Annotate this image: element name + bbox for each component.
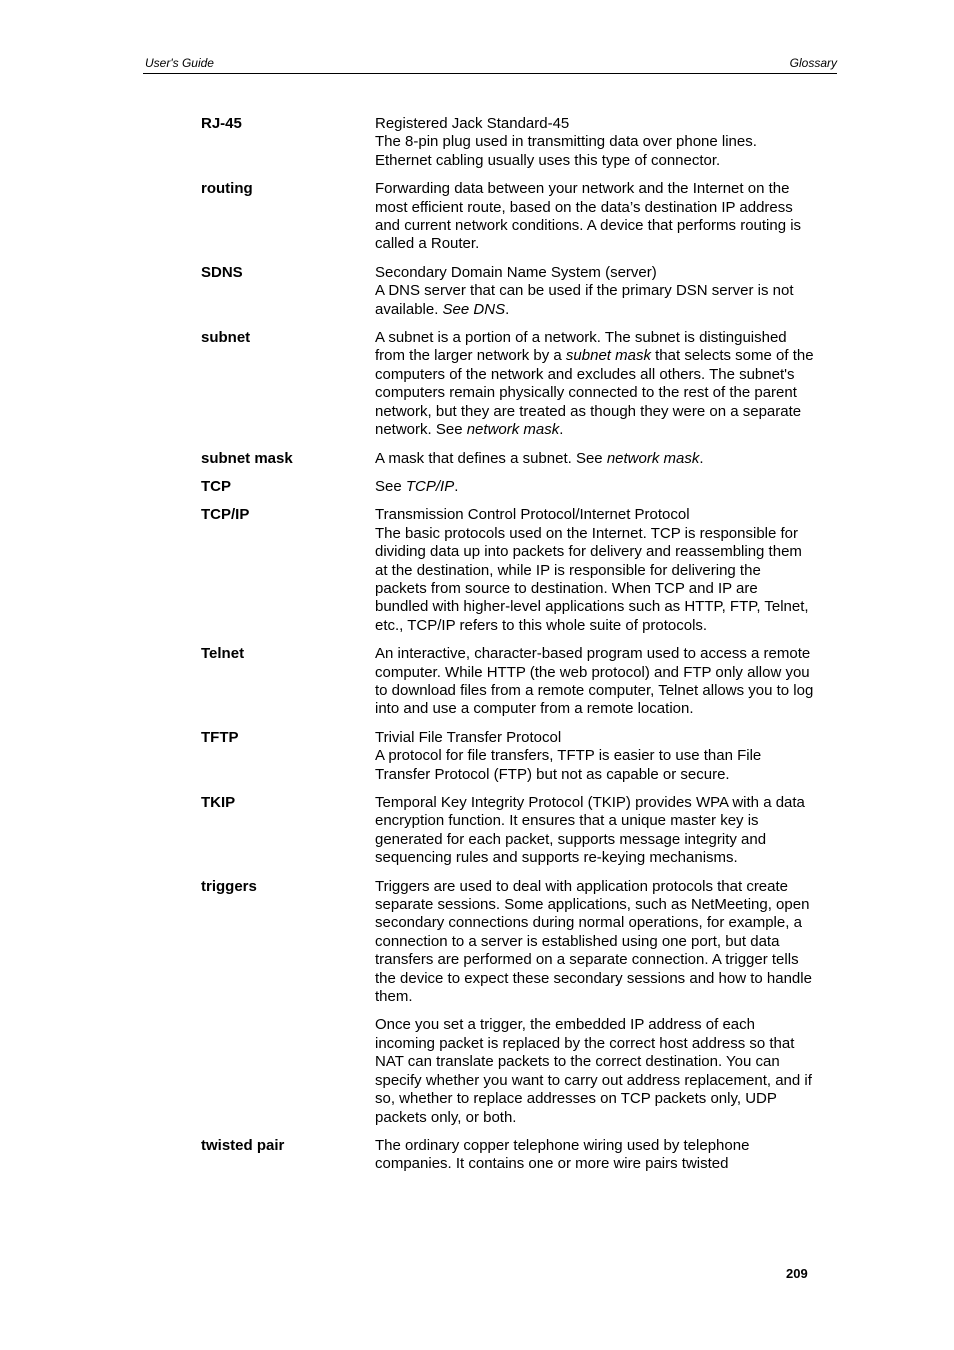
- glossary-definition: [375, 506, 815, 635]
- definition-text: A subnet is a portion of a network. The subnet is distinguished from the larger network by a: [375, 329, 787, 365]
- definition-line: The ordinary copper telephone wiring used by telephone companies. It contains one or more wire pairs twisted: [375, 1136, 750, 1173]
- header-section-title: Glossary: [789, 56, 837, 70]
- glossary-entry-tkip: [201, 794, 821, 868]
- header-doc-title: User's Guide: [145, 56, 214, 70]
- definition-text: .: [454, 477, 459, 495]
- definition-text: .: [699, 449, 704, 467]
- glossary-term: twisted pair: [201, 1136, 285, 1154]
- glossary-definition: [375, 450, 815, 468]
- glossary-definition: [375, 794, 815, 868]
- glossary-entry-telnet: [201, 645, 821, 719]
- glossary-definition: [375, 264, 815, 319]
- glossary-entry-tftp: [201, 729, 821, 784]
- glossary-term: triggers: [201, 877, 257, 895]
- definition-line: Secondary Domain Name System (server): [375, 263, 657, 281]
- glossary-entry-tcpip: [201, 506, 821, 635]
- definition-line: [375, 282, 815, 319]
- glossary-term: routing: [201, 180, 253, 198]
- definition-line: The 8-pin plug used in transmitting data over phone lines. Ethernet cabling usually uses this type of connector.: [375, 133, 757, 169]
- glossary-term: TFTP: [201, 728, 239, 746]
- page-header: [143, 56, 837, 74]
- glossary-definition: [375, 729, 815, 784]
- emphasized-term: subnet mask: [565, 347, 651, 365]
- definition-line: Temporal Key Integrity Protocol (TKIP) provides WPA with a data encryption function. It ensures that a unique master key is generated for each packet, supports message integrity and sequencing rules and supports re-keying mechanisms.: [375, 794, 805, 867]
- definition-paragraph: Once you set a trigger, the embedded IP address of each incoming packet is replaced by the correct host address so that NAT can translate packets to the correct destination. You can specify whether you want to carry out address replacement, and if so, whether to replace addresses on TCP packets only, UDP packets only, or both.: [375, 1016, 812, 1126]
- definition-line: An interactive, character-based program used to access a remote computer. While HTTP (the web protocol) and FTP only allow you to download files from a remote computer, Telnet allows you to log into and use a computer from a remote location.: [375, 645, 814, 718]
- glossary-term: TCP: [201, 477, 231, 495]
- cross-reference: network mask: [606, 449, 700, 467]
- glossary-entry-sdns: [201, 264, 821, 319]
- glossary-term: subnet mask: [201, 449, 293, 467]
- cross-reference: TCP/IP: [405, 477, 455, 495]
- glossary-entry-rj45: [201, 115, 821, 170]
- page-number: 209: [786, 1266, 808, 1281]
- glossary-entry-routing: [201, 180, 821, 254]
- glossary-entry-subnet: [201, 329, 821, 439]
- definition-text: .: [559, 421, 564, 439]
- definition-line: The basic protocols used on the Internet. TCP is responsible for dividing data up into packets for delivery and reassembling them at the destination, while IP is responsible for delivering the packets from source to destination. When TCP and IP are bundled with higher-level applications such as HTTP, FTP, Telnet, etc., TCP/IP refers to this whole suite of protocols.: [375, 524, 809, 634]
- definition-line: Transmission Control Protocol/Internet Protocol: [375, 506, 690, 524]
- definition-line: Trivial File Transfer Protocol: [375, 728, 562, 746]
- definition-line: A protocol for file transfers, TFTP is easier to use than File Transfer Protocol (FTP) but not as capable or secure.: [375, 747, 762, 783]
- glossary-entry-twisted-pair: [201, 1137, 821, 1174]
- glossary-entry-triggers: [201, 878, 821, 1127]
- glossary-entry-subnet-mask: [201, 450, 821, 468]
- glossary-term: TCP/IP: [201, 506, 250, 524]
- glossary-definition: [375, 329, 815, 439]
- glossary-definition: [375, 1137, 815, 1174]
- glossary-term: TKIP: [201, 794, 236, 811]
- glossary-term: RJ-45: [201, 115, 242, 132]
- definition-text: A DNS server that can be used if the primary DSN server is not available.: [375, 282, 794, 318]
- definition-text: .: [505, 300, 510, 318]
- glossary-term: SDNS: [201, 263, 243, 281]
- glossary-definition: [375, 180, 815, 254]
- cross-reference: See DNS: [442, 300, 506, 318]
- glossary-definition: [375, 645, 815, 719]
- definition-line: [375, 450, 815, 468]
- glossary-entry-tcp: [201, 478, 821, 496]
- definition-paragraph: Triggers are used to deal with application protocols that create separate sessions. Some applications, such as NetMeeting, open secondary connections during normal operations, for example, a connection to a server is established using one port, but data transfers are performed on a separate connection. A trigger tells the device to expect these secondary sessions and how to handle them.: [375, 877, 812, 1006]
- definition-text: that selects some of the computers of the network and excludes all others. The subnet's computers remain physically connected to the rest of the parent network, but they are treated as though they were on a separate network. See: [375, 347, 814, 439]
- glossary-term: Telnet: [201, 645, 245, 663]
- glossary-term: subnet: [201, 329, 251, 347]
- definition-line: [375, 478, 815, 496]
- definition-text: A mask that defines a subnet. See: [375, 449, 607, 467]
- definition-text: See: [375, 477, 406, 495]
- glossary-definition: [375, 478, 815, 496]
- definition-line: Forwarding data between your network and the Internet on the most efficient route, based on the data’s destination IP address and current network conditions. A device that performs routing is called a Router.: [375, 180, 802, 253]
- glossary-definition: [375, 878, 815, 1127]
- glossary-list: [201, 115, 821, 1184]
- definition-line: [375, 329, 815, 439]
- glossary-definition: [375, 115, 815, 170]
- definition-line: Registered Jack Standard-45: [375, 115, 570, 132]
- cross-reference: network mask: [466, 421, 560, 439]
